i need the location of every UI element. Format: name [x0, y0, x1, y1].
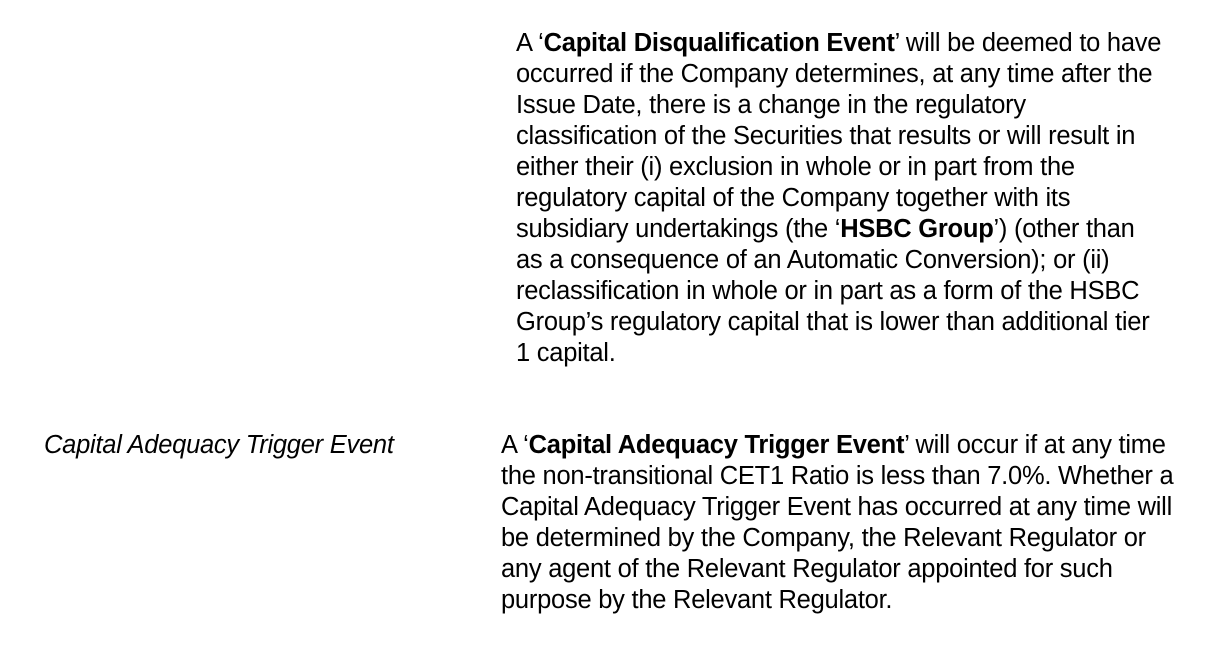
clause1-defined-term-hsbc-group: HSBC Group	[840, 215, 994, 243]
clause1-defined-term: Capital Disqualification Event	[543, 29, 895, 57]
capital-disqualification-event-definition	[516, 28, 1166, 369]
capital-adequacy-trigger-event-label: Capital Adequacy Trigger Event	[44, 431, 394, 459]
capital-adequacy-trigger-event-definition	[501, 430, 1191, 616]
clause2-defined-term: Capital Adequacy Trigger Event	[528, 431, 905, 459]
clause1-body-part1: ’ will be deemed to have occurred if the Company determines, at any time after the Issue Date, there is a change in the regulatory classification of the Securities that results or will result in either their (i) exclusion in whole or in part from the regulatory capital of the Company together with its subsidiary undertakings (the ‘	[516, 29, 1162, 243]
clause1-body-part2: ’) (other than as a consequence of an Automatic Conversion); or (ii) reclassification in whole or in part as a form of the HSBC Group’s regulatory capital that is lower than additional tier 1 capital.	[516, 215, 1150, 367]
clause2-body: ’ will occur if at any time the non-transitional CET1 Ratio is less than 7.0%. Whether a Capital Adequacy Trigger Event has occurred at any time will be determined by the Company, the Relevant Regulator or any agent of the Relevant Regulator appointed for such purpose by the Relevant Regulator.	[501, 431, 1174, 614]
clause1-lead: A ‘	[516, 29, 544, 57]
clause2-lead: A ‘	[501, 431, 529, 459]
